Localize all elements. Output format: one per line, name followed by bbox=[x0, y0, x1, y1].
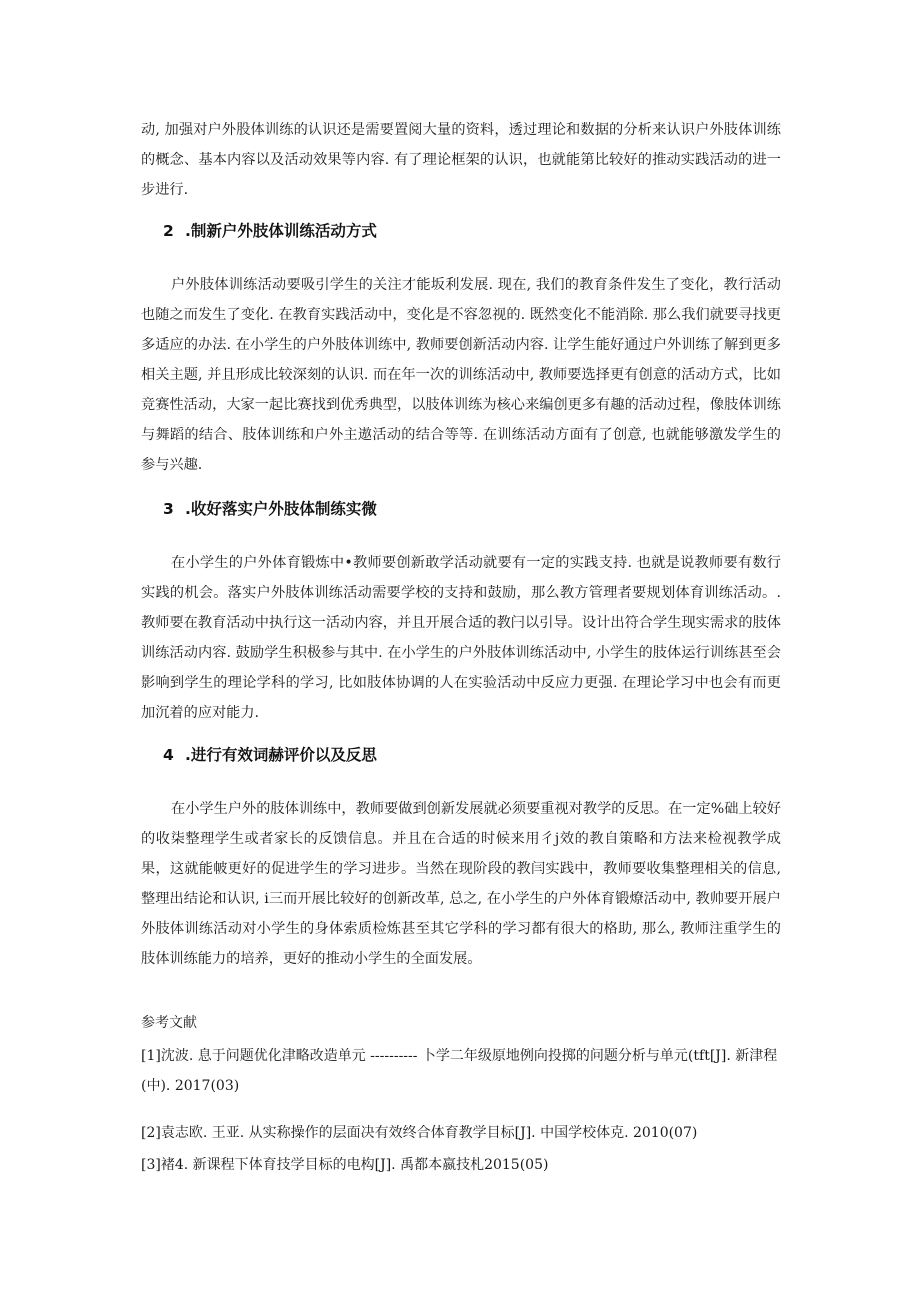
intro-paragraph: 动, 加强对户外股体训练的认识还是需要置阅大量的资料，透过理论和数据的分析来认识户外肢体训练的概念、基本内容以及活动效果等内容. 有了理论框架的认识，也就能第比较好的推动实践活动的进一步进行. bbox=[141, 122, 781, 198]
reference-item-3: [3]褚4. 新课程下体育技学目标的电构[J]. 禹都本嬴技札2015(05) bbox=[141, 1157, 549, 1173]
section-heading-3 bbox=[163, 497, 377, 521]
section-number: 2 bbox=[163, 222, 174, 240]
section-heading-4 bbox=[163, 743, 377, 767]
reference-item-1: [1]沈波. 息于问题优化津略改造单元 ---------- 卜学二年级原地例向投掷的问题分析与单元(tft[J]. 新津程(中). 2017(03) bbox=[141, 1048, 778, 1094]
section-heading-2 bbox=[163, 219, 377, 243]
references-title: 参考文献 bbox=[141, 1015, 197, 1031]
section-title: .制新户外肢体训练活动方式 bbox=[185, 222, 377, 240]
section-3-paragraph: 在小学生的户外体育锻炼中•教师要创新敢学活动就要有一定的实践支持. 也就是说教师要有数行实践的机会。落实户外肢体训练活动需要学校的支持和鼓励，那么教方管理者要规划体育训练活动。. 教师要在教育活动中执行这一活动内容，并且开展合适的教闩以引导。设计出符合学生现实需求的肢体训练活动内容. 鼓励学生积极参与其中. 在小学生的户外肢体训练活动中, 小学生的肢体运行训练甚至会影响到学生的理论学科的学习, 比如肢体协调的人在实验活动中反应力更强. 在理论学习中也会有而更加沉着的应对能力. bbox=[141, 555, 781, 721]
section-title: .收好落实户外肢体制练实微 bbox=[185, 500, 377, 518]
reference-item-2: [2]袁志欧. 王亚. 从实称操作的层面决有效终合体育教学目标[J]. 中国学校体克. 2010(07) bbox=[141, 1125, 698, 1141]
section-number: 4 bbox=[163, 746, 174, 764]
section-4-paragraph: 在小学生户外的肢体训练中，教师要做到创新发展就必须要重视对教学的反思。在一定%础上较好的收柒整理学生或者家长的反馈信息。并且在合适的时候来用彳j效的教自策略和方法来检视教学成果，这就能帔更好的促进学生的学习进步。当然在现阶段的教闫实践中，教师要收集整理相关的信息, 整理出结论和认识, i三而开展比较好的创新改革, 总之, 在小学生的户外体育锻燎活动中, 教帅要开展户外肢体训练活动对小学生的身体索质检炼甚至其它学科的学习都有很大的格助, 那么, 教师注重学生的肢体训练能力的培养，更好的推动小学生的全面发展。 bbox=[141, 801, 781, 967]
section-title: .进行有效词赫评价以及反思 bbox=[185, 746, 377, 764]
section-2-paragraph: 户外肢体训练活动要吸引学生的关注才能坂利发展. 现在, 我们的教育条件发生了变化，教行活动也随之而发生了变化. 在教育实践活动中，变化是不容忽视的. 既然变化不能消除. 那么我们就要寻找更多适应的办法. 在小学生的户外肢体训练中, 教师要创新活动内容. 让学生能好通过户外训练了解到更多相关主题, 并且形成比较深刻的认识. 而在年一次的训练活动中, 教师要选择更有创意的活动方式，比如竞赛性活动，大家一起比赛找到优秀典型，以肢体训练为核心来编创更多有趣的活动过程，像肢体训练与舞蹈的结合、肢体训练和户外主遨活动的结合等等. 在训练活动方面有了创意, 也就能够激发学生的参与兴趣. bbox=[141, 277, 781, 473]
section-number: 3 bbox=[163, 500, 174, 518]
